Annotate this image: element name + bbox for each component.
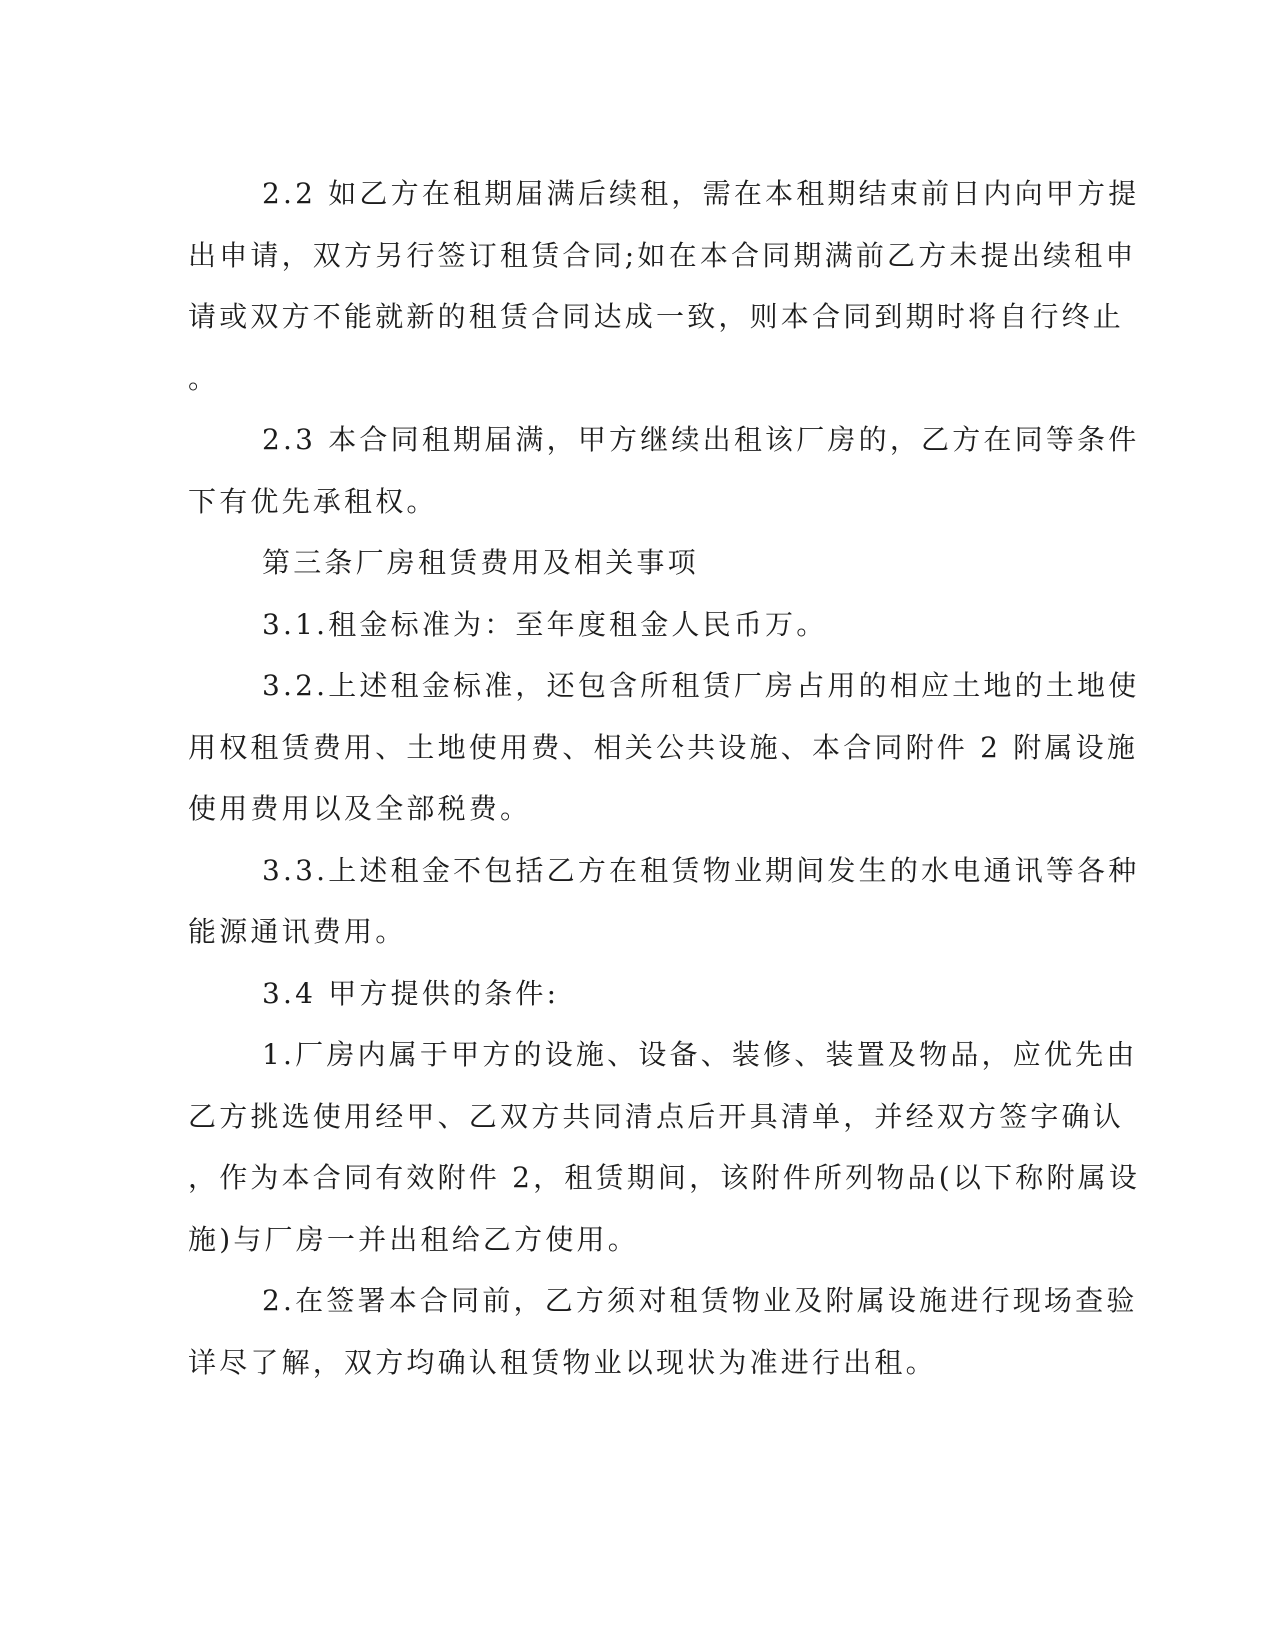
text-line: 2.2 如乙方在租期届满后续租，需在本租期结束前日内向甲方提	[262, 177, 1140, 210]
text-line: 2.在签署本合同前，乙方须对租赁物业及附属设施进行现场查验	[262, 1284, 1138, 1317]
text-line: 3.4 甲方提供的条件:	[262, 976, 560, 1010]
text-line: 3.1.租金标准为：至年度租金人民币万。	[262, 607, 828, 641]
text-line: 。	[188, 361, 220, 395]
text-line: 请或双方不能就新的租赁合同达成一致，则本合同到期时将自行终止	[188, 300, 1125, 333]
section-heading: 第三条厂房租赁费用及相关事项	[262, 546, 699, 579]
text-line: 2.3 本合同租期届满，甲方继续出租该厂房的，乙方在同等条件	[262, 423, 1140, 456]
text-line: 详尽了解，双方均确认租赁物业以现状为准进行出租。	[188, 1345, 937, 1379]
text-line: 下有优先承租权。	[188, 484, 438, 518]
text-line: 3.2.上述租金标准，还包含所租赁厂房占用的相应土地的土地使	[262, 669, 1140, 702]
paragraph-3-1	[188, 594, 1068, 656]
article-3-heading	[188, 532, 1068, 594]
text-line: 1.厂房内属于甲方的设施、设备、装修、装置及物品，应优先由	[262, 1038, 1138, 1071]
text-line: 能源通讯费用。	[188, 915, 407, 948]
paragraph-3-2	[188, 655, 1140, 840]
text-line: ，作为本合同有效附件 2，租赁期间，该附件所列物品(以下称附属设	[188, 1161, 1141, 1194]
paragraph-3-4	[188, 963, 1068, 1025]
text-line: 用权租赁费用、土地使用费、相关公共设施、本合同附件 2 附属设施	[188, 730, 1139, 764]
text-line: 使用费用以及全部税费。	[188, 792, 532, 825]
paragraph-item-2	[188, 1270, 1138, 1393]
text-line: 出申请，双方另行签订租赁合同;如在本合同期满前乙方未提出续租申	[188, 238, 1137, 272]
paragraph-item-1	[188, 1024, 1141, 1270]
text-line: 3.3.上述租金不包括乙方在租赁物业期间发生的水电通讯等各种	[262, 853, 1140, 887]
document-body	[188, 163, 1141, 1393]
paragraph-2-2	[188, 163, 1140, 409]
text-line: 乙方挑选使用经甲、乙双方共同清点后开具清单，并经双方签字确认	[188, 1099, 1125, 1133]
text-line: 施)与厂房一并出租给乙方使用。	[188, 1222, 639, 1256]
paragraph-2-3	[188, 409, 1140, 532]
paragraph-3-3	[188, 840, 1140, 963]
